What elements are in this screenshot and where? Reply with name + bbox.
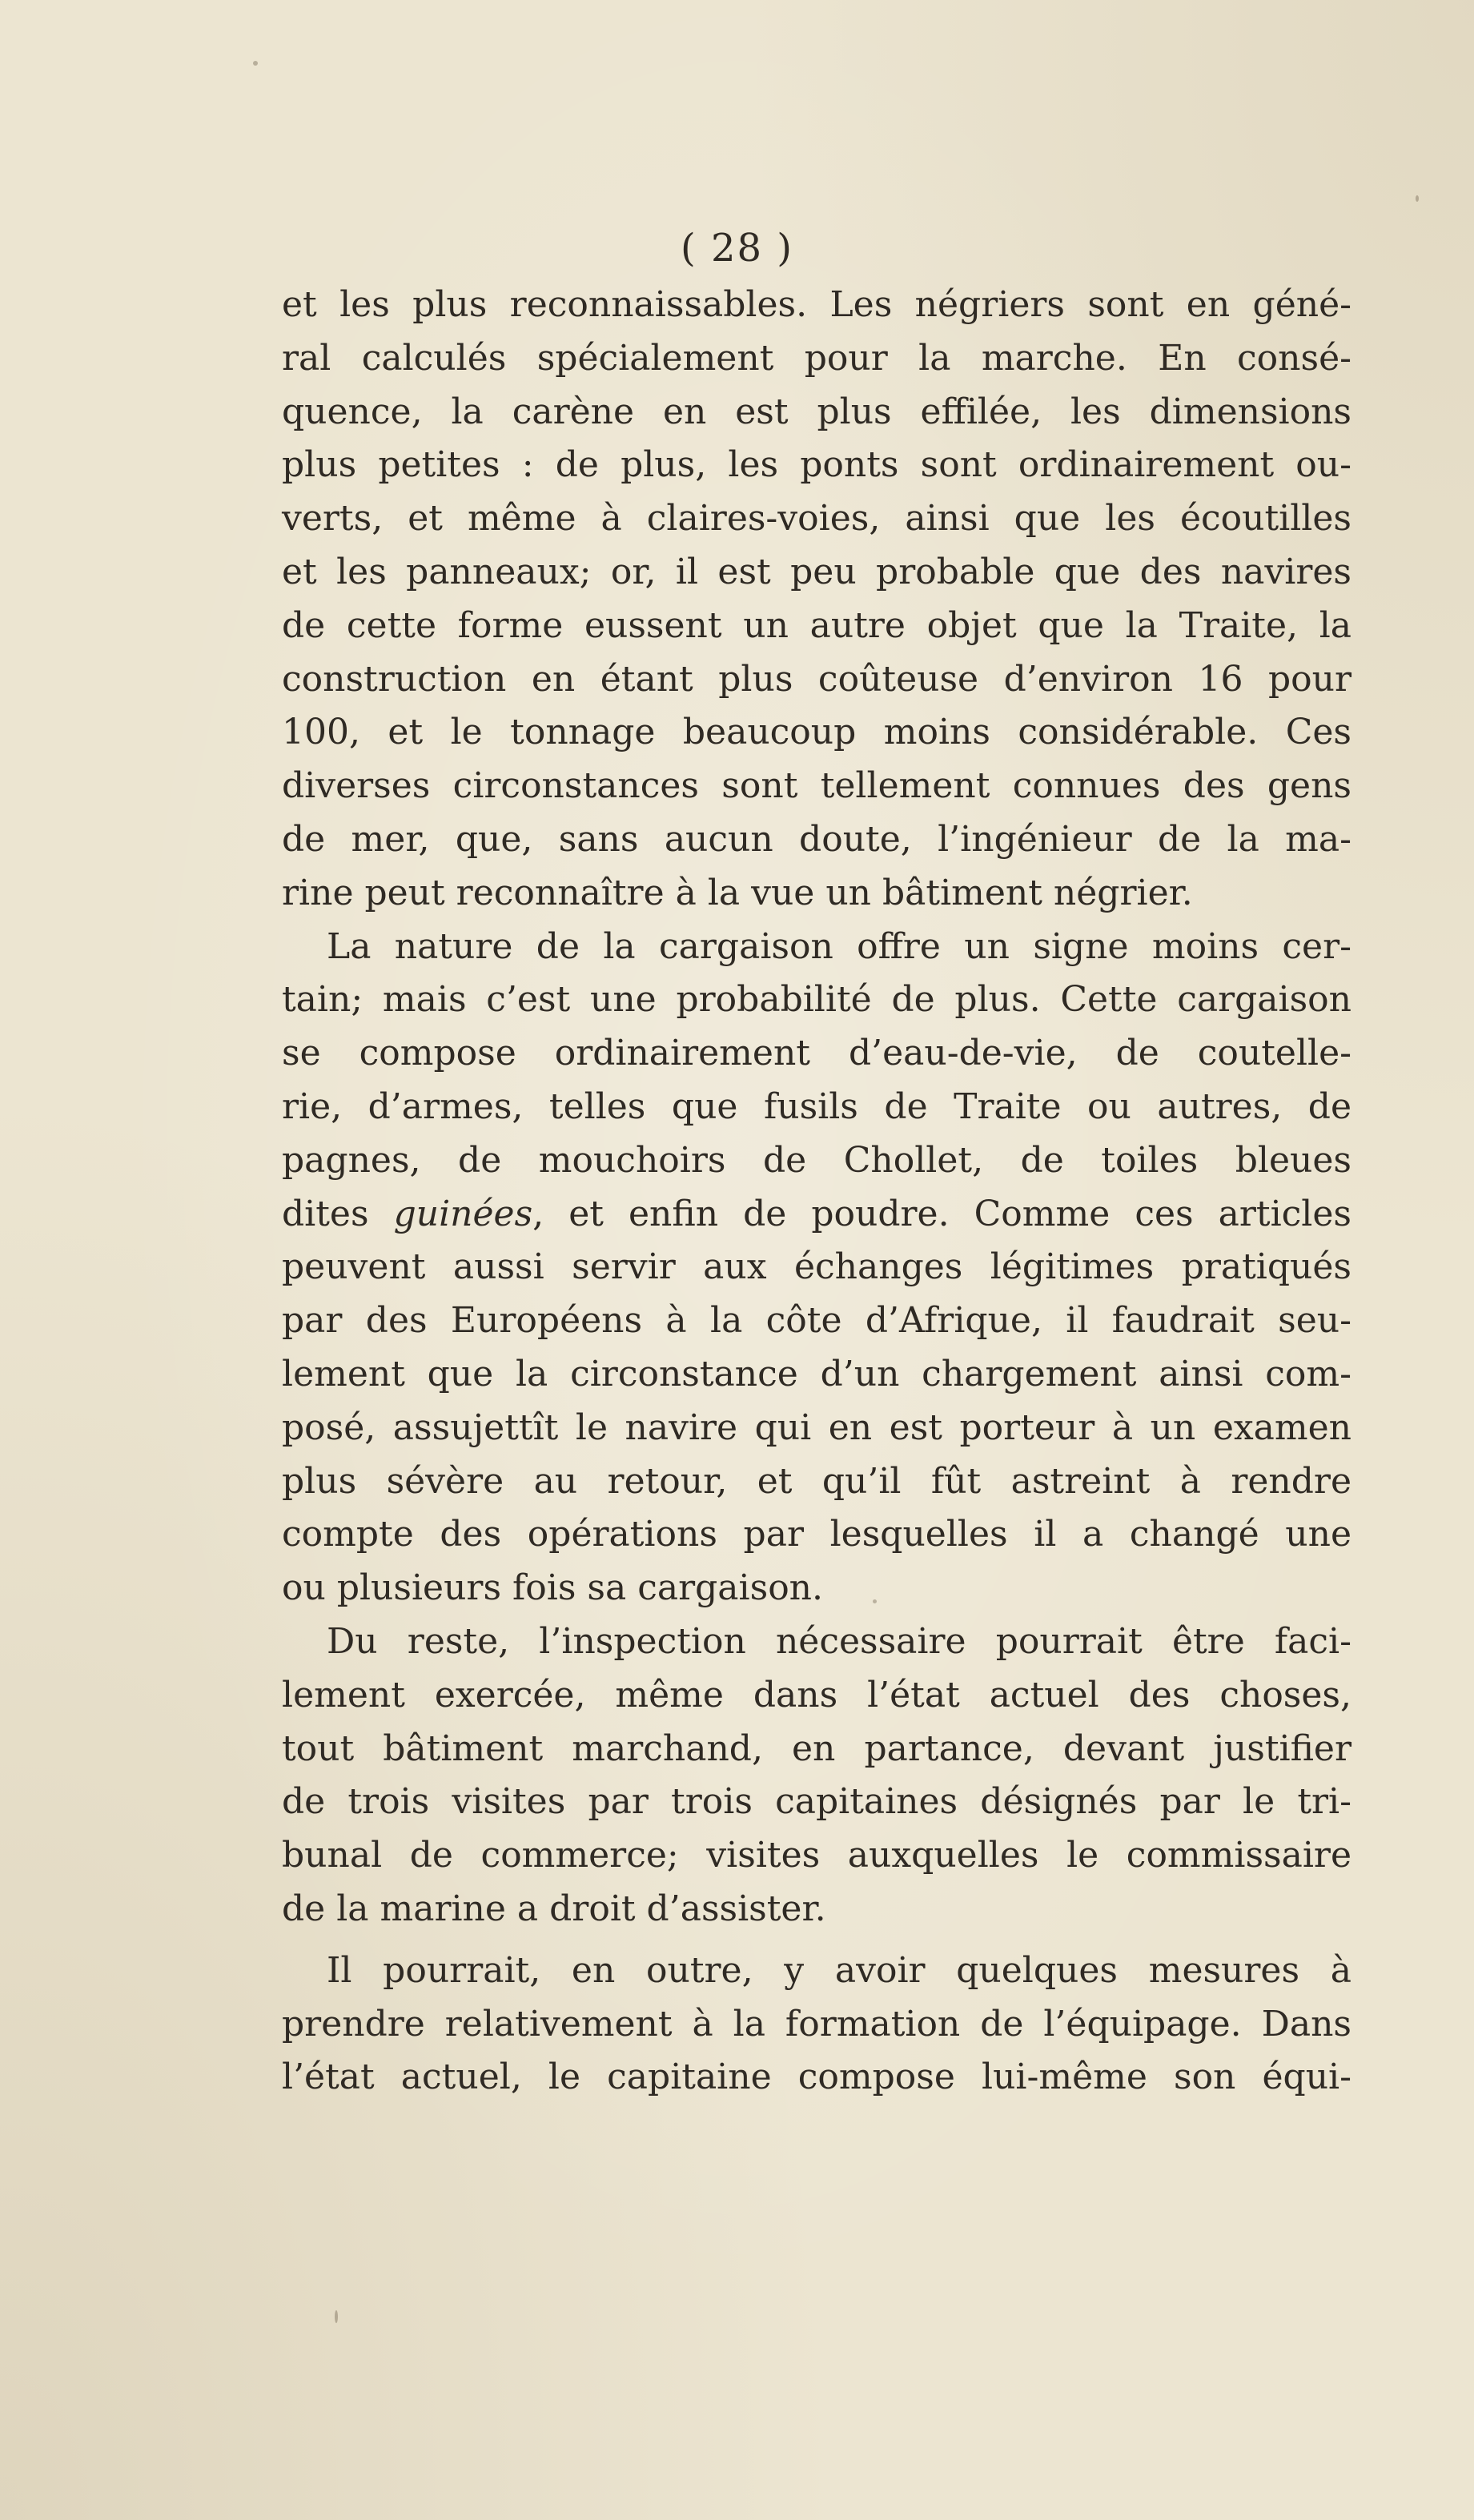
text-line: lement que la circonstance d’un chargement ainsi com-: [282, 1353, 1352, 1394]
text-line: de cette forme eussent un autre objet que la Traite, la: [282, 604, 1352, 646]
text-line: tout bâtiment marchand, en partance, devant justifier: [282, 1727, 1352, 1769]
paragraph-start-line: Il pourrait, en outre, y avoir quelques mesures à: [327, 1949, 1352, 1991]
text-line: ral calculés spécialement pour la marche. En consé-: [282, 337, 1352, 379]
text-line: dites guinées, et enfin de poudre. Comme ces articles: [282, 1193, 1352, 1234]
text-line: pagnes, de mouchoirs de Chollet, de toiles bleues: [282, 1139, 1352, 1181]
paragraph-end-line: rine peut reconnaître à la vue un bâtiment négrier.: [282, 872, 1193, 913]
italic-word: guinées: [393, 1193, 533, 1234]
text-line: posé, assujettît le navire qui en est porteur à un examen: [282, 1406, 1352, 1448]
text-line: compte des opérations par lesquelles il a changé une: [282, 1514, 1352, 1555]
text-line: quence, la carène en est plus effilée, les dimensions: [282, 391, 1352, 432]
paper-speck: [253, 61, 258, 66]
text-line: l’état actuel, le capitaine compose lui-même son équi-: [282, 2057, 1352, 2098]
text-line: prendre relativement à la formation de l’équipage. Dans: [282, 2003, 1352, 2044]
text-line: peuvent aussi servir aux échanges légitimes pratiqués: [282, 1246, 1352, 1288]
text-line: et les panneaux; or, il est peu probable que des navires: [282, 551, 1352, 592]
text-line: se compose ordinairement d’eau-de-vie, de coutelle-: [282, 1033, 1352, 1074]
paragraph-end-line: ou plusieurs fois sa cargaison.: [282, 1567, 824, 1609]
text-line: et les plus reconnaissables. Les négriers sont en géné-: [282, 284, 1352, 325]
text-line: tain; mais c’est une probabilité de plus. Cette cargaison: [282, 979, 1352, 1021]
text-line: de mer, que, sans aucun doute, l’ingénieur de la ma-: [282, 818, 1352, 860]
text-line: plus petites : de plus, les ponts sont ordinairement ou-: [282, 444, 1352, 486]
paper-speck: [873, 1599, 877, 1603]
body-text: [282, 279, 1352, 2105]
text-line: par des Européens à la côte d’Afrique, il faudrait seu-: [282, 1300, 1352, 1342]
text-line: verts, et même à claires-voies, ainsi que les écoutilles: [282, 498, 1352, 540]
text-line: construction en étant plus coûteuse d’environ 16 pour: [282, 658, 1352, 700]
text-line: bunal de commerce; visites auxquelles le commissaire: [282, 1835, 1352, 1876]
text-line: diverses circonstances sont tellement connues des gens: [282, 765, 1352, 807]
text-line: lement exercée, même dans l’état actuel des choses,: [282, 1674, 1352, 1715]
text-line: de trois visites par trois capitaines désignés par le tri-: [282, 1781, 1352, 1823]
text-line: rie, d’armes, telles que fusils de Traite ou autres, de: [282, 1085, 1352, 1127]
paper-speck: [335, 2310, 338, 2323]
paragraph-end-line: de la marine a droit d’assister.: [282, 1888, 826, 1929]
paragraph-start-line: Du reste, l’inspection nécessaire pourrait être faci-: [327, 1620, 1352, 1662]
text-line: plus sévère au retour, et qu’il fût astreint à rendre: [282, 1460, 1352, 1502]
paragraph-start-line: La nature de la cargaison offre un signe moins cer-: [327, 925, 1352, 967]
page-number: ( 28 ): [680, 226, 794, 271]
text-line: 100, et le tonnage beaucoup moins considérable. Ces: [282, 712, 1352, 753]
paper-speck: [1416, 195, 1419, 202]
